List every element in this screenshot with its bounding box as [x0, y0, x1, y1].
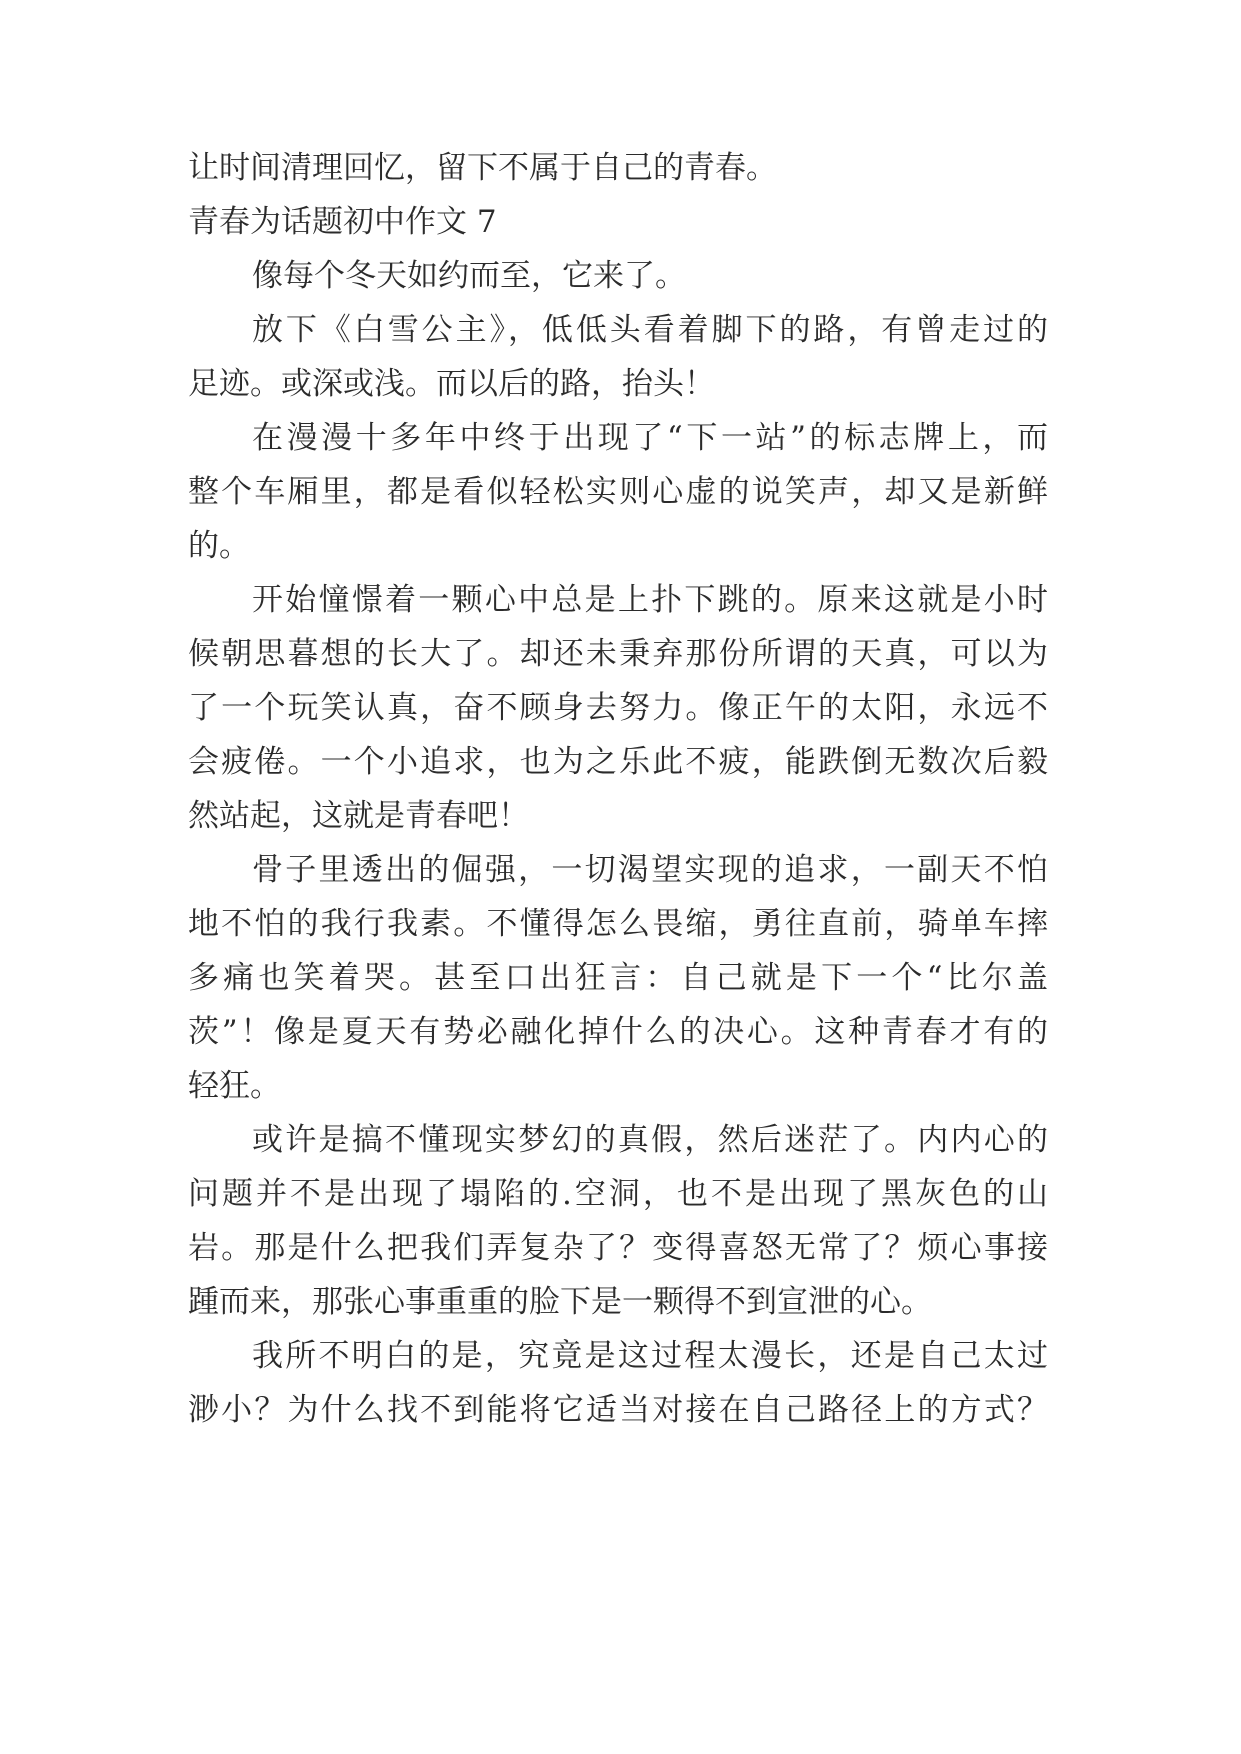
- text-line: 轻狂。: [188, 1068, 281, 1104]
- text-line: 踵而来，那张心事重重的脸下是一颗得不到宣泄的心。: [188, 1284, 932, 1320]
- text-line: 骨子里透出的倔强，一切渴望实现的追求，一副天不怕: [252, 852, 1048, 888]
- text-line: 渺小？为什么找不到能将它适当对接在自己路径上的方式？: [188, 1392, 1048, 1428]
- text-line: 或许是搞不懂现实梦幻的真假，然后迷茫了。内内心的: [252, 1122, 1048, 1158]
- text-line: 让时间清理回忆，留下不属于自己的青春。: [188, 150, 777, 186]
- text-line: 会疲倦。一个小追求，也为之乐此不疲，能跌倒无数次后毅: [188, 744, 1048, 780]
- section-heading: 青春为话题初中作文 7: [188, 204, 497, 240]
- text-line: 了一个玩笑认真，奋不顾身去努力。像正午的太阳，永远不: [188, 690, 1048, 726]
- text-line: 足迹。或深或浅。而以后的路，抬头！: [188, 366, 715, 402]
- text-line: 候朝思暮想的长大了。却还未秉弃那份所谓的天真，可以为: [188, 636, 1048, 672]
- text-line: 放下《白雪公主》，低低头看着脚下的路，有曾走过的: [252, 312, 1048, 348]
- text-line: 开始憧憬着一颗心中总是上扑下跳的。原来这就是小时: [252, 582, 1048, 618]
- text-line: 像每个冬天如约而至，它来了。: [252, 258, 686, 294]
- text-line: 我所不明白的是，究竟是这过程太漫长，还是自己太过: [252, 1338, 1048, 1374]
- text-line: 地不怕的我行我素。不懂得怎么畏缩，勇往直前，骑单车摔: [188, 906, 1048, 942]
- text-line: 茨”！像是夏天有势必融化掉什么的决心。这种青春才有的: [188, 1014, 1048, 1050]
- text-line: 然站起，这就是青春吧！: [188, 798, 529, 834]
- text-line: 整个车厢里，都是看似轻松实则心虚的说笑声，却又是新鲜: [188, 474, 1048, 510]
- text-line: 问题并不是出现了塌陷的.空洞，也不是出现了黑灰色的山: [188, 1176, 1048, 1212]
- text-line: 多痛也笑着哭。甚至口出狂言：自己就是下一个“比尔盖: [188, 960, 1048, 996]
- text-line: 的。: [188, 528, 250, 564]
- text-line: 在漫漫十多年中终于出现了“下一站”的标志牌上，而: [252, 420, 1048, 456]
- text-line: 岩。那是什么把我们弄复杂了？变得喜怒无常了？烦心事接: [188, 1230, 1048, 1266]
